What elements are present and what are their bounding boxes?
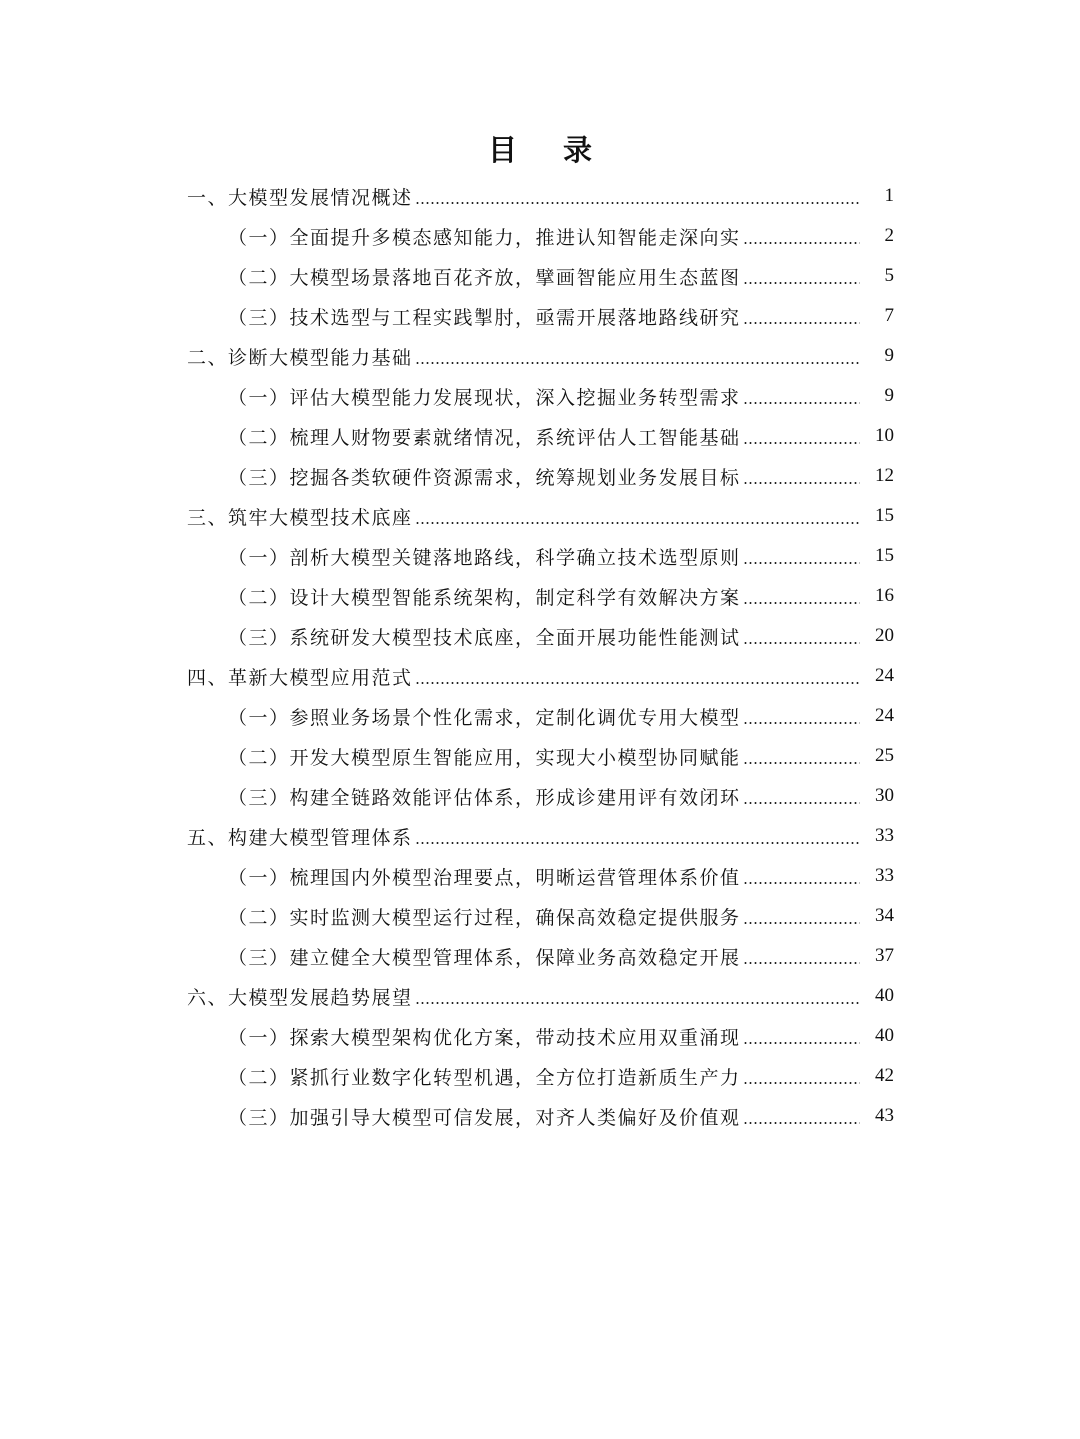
dot-leader: [743, 482, 860, 484]
toc-entry-chapter-2[interactable]: [0, 336, 1080, 376]
toc-entry-text: （一）参照业务场景个性化需求，定制化调优专用大模型: [228, 706, 741, 729]
toc-entry-section[interactable]: [0, 416, 1080, 456]
dot-leader: [743, 402, 860, 404]
toc-entry-section[interactable]: [0, 456, 1080, 496]
dot-leader: [743, 442, 860, 444]
dot-leader: [743, 1122, 860, 1124]
toc-page-number: 42: [875, 1065, 894, 1086]
dot-leader: [743, 322, 860, 324]
toc-entry-section[interactable]: [0, 736, 1080, 776]
toc-entry-text: （二）开发大模型原生智能应用，实现大小模型协同赋能: [228, 746, 741, 769]
toc-entry-section[interactable]: [0, 536, 1080, 576]
toc-entry-section[interactable]: [0, 776, 1080, 816]
toc-entry-text: 三、筑牢大模型技术底座: [187, 506, 413, 529]
toc-page-number: 12: [875, 465, 894, 486]
toc-entry-chapter-4[interactable]: [0, 656, 1080, 696]
toc-entry-text: （三）挖掘各类软硬件资源需求，统筹规划业务发展目标: [228, 466, 741, 489]
dot-leader: [743, 722, 860, 724]
table-of-contents: [0, 176, 1080, 1136]
toc-entry-text: 二、诊断大模型能力基础: [187, 346, 413, 369]
toc-page-number: 24: [875, 665, 894, 686]
page-title: 目 录: [487, 133, 611, 167]
toc-entry-text: （二）设计大模型智能系统架构，制定科学有效解决方案: [228, 586, 741, 609]
dot-leader: [415, 682, 860, 684]
toc-entry-text: （一）剖析大模型关键落地路线，科学确立技术选型原则: [228, 546, 741, 569]
toc-entry-text: （一）梳理国内外模型治理要点，明晰运营管理体系价值: [228, 866, 741, 889]
toc-entry-text: （二）实时监测大模型运行过程，确保高效稳定提供服务: [228, 906, 741, 929]
toc-page-number: 5: [884, 265, 894, 286]
toc-entry-section[interactable]: [0, 1096, 1080, 1136]
toc-entry-text: （三）构建全链路效能评估体系，形成诊建用评有效闭环: [228, 786, 741, 809]
dot-leader: [743, 1042, 860, 1044]
toc-page-number: 24: [875, 705, 894, 726]
toc-page-number: 15: [875, 505, 894, 526]
dot-leader: [415, 362, 860, 364]
toc-entry-text: （三）系统研发大模型技术底座，全面开展功能性能测试: [228, 626, 741, 649]
dot-leader: [743, 242, 860, 244]
toc-page-number: 15: [875, 545, 894, 566]
toc-entry-section[interactable]: [0, 936, 1080, 976]
toc-entry-section[interactable]: [0, 896, 1080, 936]
toc-page-number: 20: [875, 625, 894, 646]
toc-page-number: 37: [875, 945, 894, 966]
dot-leader: [743, 762, 860, 764]
toc-entry-chapter-1[interactable]: [0, 176, 1080, 216]
dot-leader: [743, 282, 860, 284]
dot-leader: [415, 202, 860, 204]
toc-entry-chapter-3[interactable]: [0, 496, 1080, 536]
toc-page-number: 43: [875, 1105, 894, 1126]
toc-entry-section[interactable]: [0, 616, 1080, 656]
dot-leader: [743, 562, 860, 564]
toc-page-number: 40: [875, 985, 894, 1006]
toc-page-number: 1: [884, 185, 894, 206]
toc-entry-chapter-6[interactable]: [0, 976, 1080, 1016]
toc-entry-text: （二）大模型场景落地百花齐放，擘画智能应用生态蓝图: [228, 266, 741, 289]
toc-entry-section[interactable]: [0, 376, 1080, 416]
toc-entry-chapter-5[interactable]: [0, 816, 1080, 856]
toc-page-number: 33: [875, 825, 894, 846]
toc-page-number: 34: [875, 905, 894, 926]
dot-leader: [415, 842, 860, 844]
dot-leader: [743, 1082, 860, 1084]
toc-page-number: 33: [875, 865, 894, 886]
dot-leader: [415, 1002, 860, 1004]
toc-page-number: 30: [875, 785, 894, 806]
toc-entry-section[interactable]: [0, 216, 1080, 256]
dot-leader: [743, 962, 860, 964]
dot-leader: [743, 882, 860, 884]
toc-entry-text: （一）全面提升多模态感知能力，推进认知智能走深向实: [228, 226, 741, 249]
toc-entry-text: 一、大模型发展情况概述: [187, 186, 413, 209]
dot-leader: [743, 802, 860, 804]
toc-entry-section[interactable]: [0, 256, 1080, 296]
toc-entry-section[interactable]: [0, 576, 1080, 616]
toc-entry-text: （三）建立健全大模型管理体系，保障业务高效稳定开展: [228, 946, 741, 969]
toc-entry-section[interactable]: [0, 696, 1080, 736]
toc-page-number: 9: [884, 345, 894, 366]
toc-entry-section[interactable]: [0, 296, 1080, 336]
toc-entry-text: （二）紧抓行业数字化转型机遇，全方位打造新质生产力: [228, 1066, 741, 1089]
toc-page-number: 16: [875, 585, 894, 606]
toc-page-number: 25: [875, 745, 894, 766]
toc-page-number: 7: [884, 305, 894, 326]
dot-leader: [743, 602, 860, 604]
toc-page-number: 10: [875, 425, 894, 446]
toc-entry-text: （三）加强引导大模型可信发展，对齐人类偏好及价值观: [228, 1106, 741, 1129]
toc-page-number: 9: [884, 385, 894, 406]
toc-entry-text: 六、大模型发展趋势展望: [187, 986, 413, 1009]
toc-entry-section[interactable]: [0, 856, 1080, 896]
toc-page-number: 40: [875, 1025, 894, 1046]
toc-entry-text: （一）探索大模型架构优化方案，带动技术应用双重涌现: [228, 1026, 741, 1049]
dot-leader: [743, 922, 860, 924]
toc-entry-text: （三）技术选型与工程实践掣肘，亟需开展落地路线研究: [228, 306, 741, 329]
dot-leader: [415, 522, 860, 524]
dot-leader: [743, 642, 860, 644]
toc-entry-text: 四、革新大模型应用范式: [187, 666, 413, 689]
toc-entry-section[interactable]: [0, 1016, 1080, 1056]
toc-entry-text: 五、构建大模型管理体系: [187, 826, 413, 849]
toc-page-number: 2: [884, 225, 894, 246]
toc-entry-text: （二）梳理人财物要素就绪情况，系统评估人工智能基础: [228, 426, 741, 449]
toc-entry-text: （一）评估大模型能力发展现状，深入挖掘业务转型需求: [228, 386, 741, 409]
toc-entry-section[interactable]: [0, 1056, 1080, 1096]
